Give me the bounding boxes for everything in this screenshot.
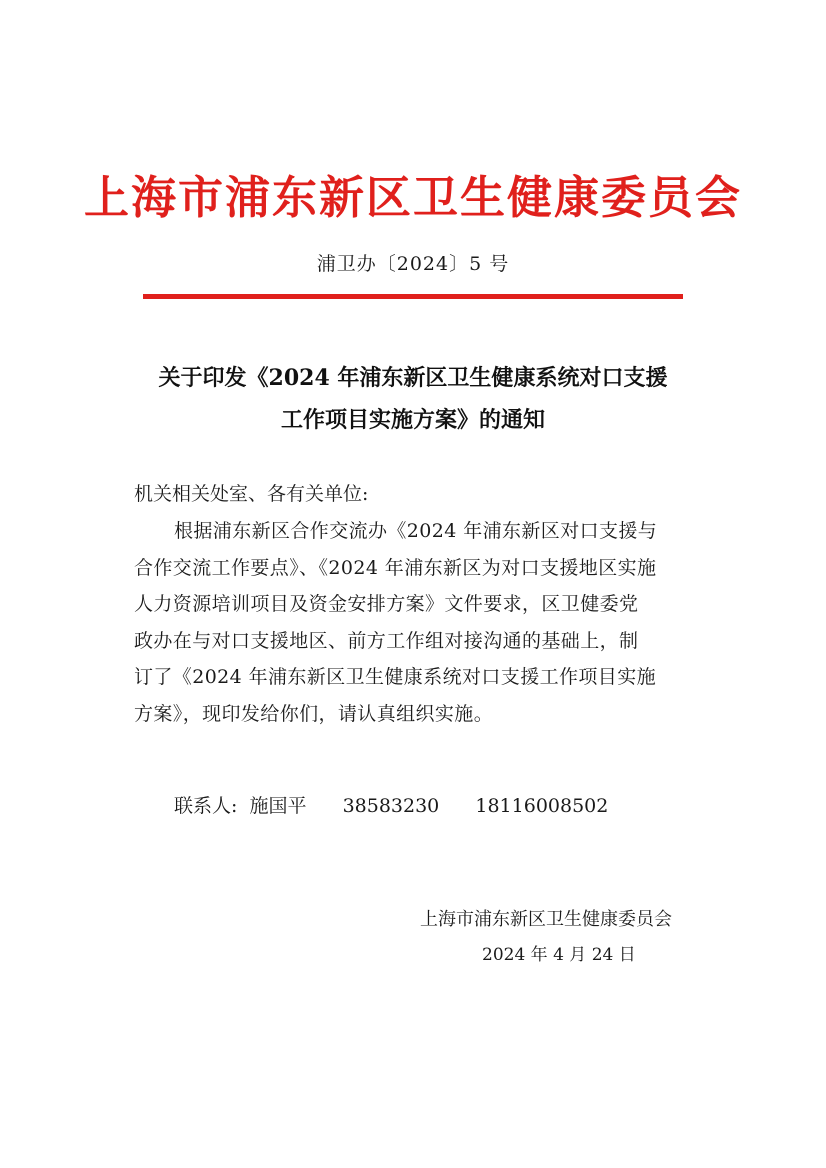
body-paragraph [134, 513, 714, 732]
issuing-organization-header: 上海市浦东新区卫生健康委员会 [83, 171, 742, 224]
contact-label: 联系人: [174, 795, 238, 817]
body-line: 订了《2024 年浦东新区卫生健康系统对口支援工作项目实施 [134, 666, 656, 688]
body-line: 政办在与对口支援地区、前方工作组对接沟通的基础上，制 [134, 629, 639, 652]
contact-line [174, 792, 608, 820]
body-line: 根据浦东新区合作交流办《2024 年浦东新区对口支援与 [174, 520, 658, 542]
red-divider-line [143, 294, 683, 299]
signature-date: 2024 年 4 月 24 日 [482, 945, 636, 965]
contact-name: 施国平 [249, 795, 307, 817]
document-title-line-1: 关于印发《2024 年浦东新区卫生健康系统对口支援 [158, 365, 668, 391]
body-line: 合作交流工作要点》、《2024 年浦东新区为对口支援地区实施 [134, 556, 657, 579]
document-number: 浦卫办〔2024〕5 号 [316, 253, 510, 275]
contact-phone-landline: 38583230 [342, 795, 440, 817]
document-title [110, 357, 716, 441]
body-line: 方案》，现印发给你们，请认真组织实施。 [134, 702, 494, 725]
contact-phone-mobile: 18116008502 [475, 795, 609, 817]
recipients-line: 机关相关处室、各有关单位: [134, 483, 369, 505]
document-title-line-2: 工作项目实施方案》的通知 [280, 407, 545, 433]
signature-organization: 上海市浦东新区卫生健康委员会 [420, 909, 672, 930]
body-line: 人力资源培训项目及资金安排方案》文件要求，区卫健委党 [134, 593, 639, 615]
